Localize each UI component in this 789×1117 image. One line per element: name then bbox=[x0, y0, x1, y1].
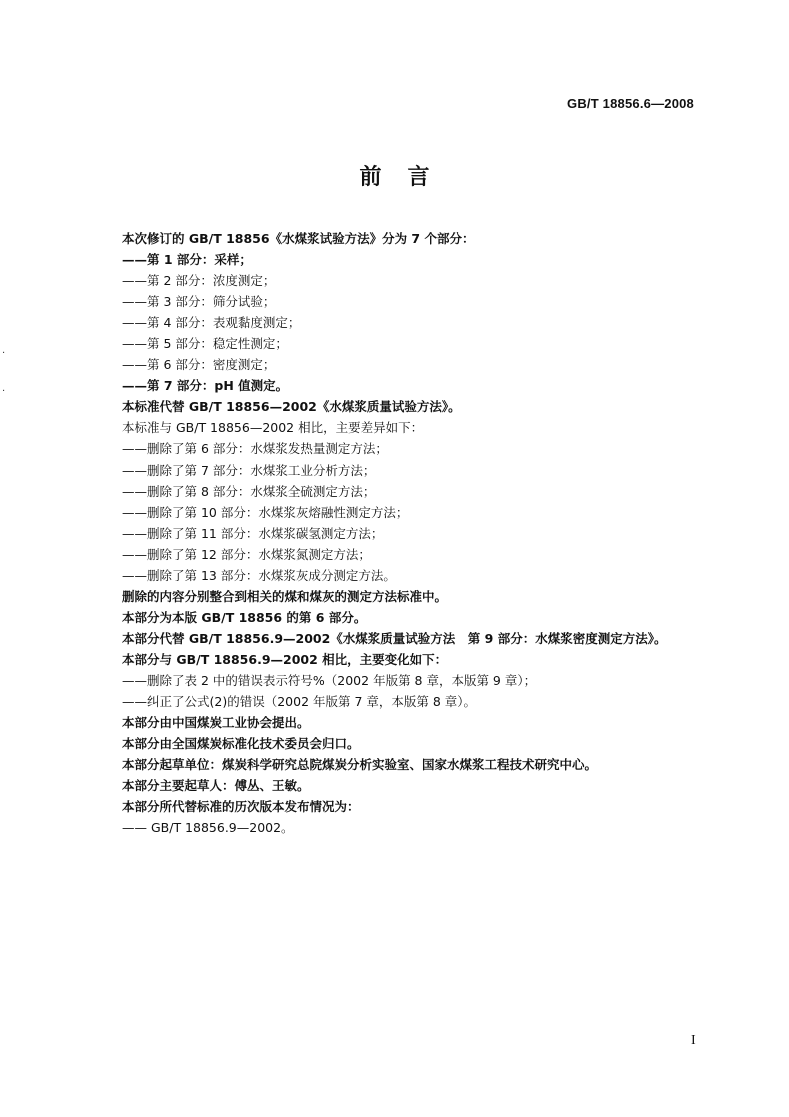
text-line: ——删除了第 7 部分：水煤浆工业分析方法； bbox=[122, 462, 376, 478]
text-line: 删除的内容分别整合到相关的煤和煤灰的测定方法标准中。 bbox=[122, 588, 448, 604]
text-line: 本部分起草单位：煤炭科学研究总院煤炭分析实验室、国家水煤浆工程技术研究中心。 bbox=[122, 757, 598, 773]
page-title: 前言 bbox=[359, 165, 456, 190]
text-line: ——删除了第 11 部分：水煤浆碳氢测定方法； bbox=[122, 525, 384, 541]
text-line: ——删除了第 6 部分：水煤浆发热量测定方法； bbox=[122, 441, 388, 457]
text-line: ——删除了表 2 中的错误表示符号%（2002 年版第 8 章，本版第 9 章）； bbox=[122, 672, 537, 688]
text-line: ——删除了第 12 部分：水煤浆氮测定方法； bbox=[122, 546, 371, 562]
preface-body bbox=[122, 228, 722, 838]
text-line: 本部分代替 GB/T 18856.9—2002《水煤浆质量试验方法 第 9 部分：水煤浆密度测定方法》。 bbox=[122, 630, 667, 646]
text-line: ——第 1 部分：采样； bbox=[122, 252, 252, 268]
text-line: ——纠正了公式(2)的错误（2002 年版第 7 章，本版第 8 章）。 bbox=[122, 694, 477, 710]
text-line: 本部分由中国煤炭工业协会提出。 bbox=[122, 715, 310, 731]
text-line: —— GB/T 18856.9—2002。 bbox=[122, 820, 294, 836]
text-line: 本部分由全国煤炭标准化技术委员会归口。 bbox=[122, 736, 360, 752]
text-line: 本标准代替 GB/T 18856—2002《水煤浆质量试验方法》。 bbox=[122, 399, 461, 415]
text-line: ——删除了第 10 部分：水煤浆灰熔融性测定方法； bbox=[122, 504, 409, 520]
scan-mark: · bbox=[2, 348, 6, 359]
text-line: ——第 5 部分：稳定性测定； bbox=[122, 336, 288, 352]
text-line: ——第 4 部分：表观黏度测定； bbox=[122, 315, 301, 331]
text-line: 本部分主要起草人：傅丛、王敏。 bbox=[122, 778, 310, 794]
text-line: 本部分与 GB/T 18856.9—2002 相比，主要变化如下： bbox=[122, 651, 448, 667]
text-line: ——删除了第 13 部分：水煤浆灰成分测定方法。 bbox=[122, 567, 396, 583]
text-line: ——第 3 部分：筛分试验； bbox=[122, 294, 276, 310]
text-line: ——第 7 部分：pH 值测定。 bbox=[122, 378, 289, 394]
text-line: ——第 2 部分：浓度测定； bbox=[122, 273, 276, 289]
text-line: ——删除了第 8 部分：水煤浆全硫测定方法； bbox=[122, 483, 376, 499]
text-line: 本标准与 GB/T 18856—2002 相比，主要差异如下： bbox=[122, 420, 424, 436]
standard-number: GB/T 18856.6—2008 bbox=[567, 96, 694, 111]
page-number: I bbox=[691, 1033, 696, 1048]
text-line: 本部分为本版 GB/T 18856 的第 6 部分。 bbox=[122, 609, 367, 625]
text-line: 本部分所代替标准的历次版本发布情况为： bbox=[122, 799, 360, 815]
scan-mark: · bbox=[2, 386, 6, 397]
text-line: 本次修订的 GB/T 18856《水煤浆试验方法》分为 7 个部分： bbox=[122, 231, 475, 246]
text-line: ——第 6 部分：密度测定； bbox=[122, 357, 276, 373]
